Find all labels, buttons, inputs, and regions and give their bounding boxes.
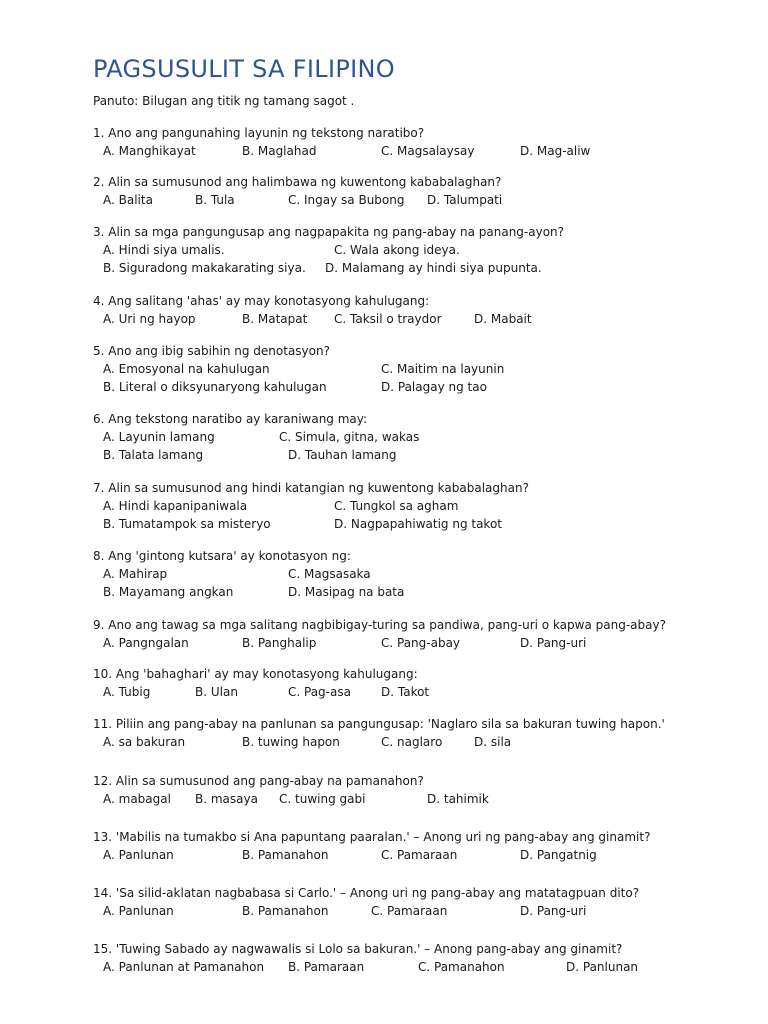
option-c: C. Pamaraan [381, 848, 458, 862]
option-c: C. naglaro [381, 735, 443, 749]
option-d: D. Tauhan lamang [288, 448, 397, 462]
option-d: D. Mag-aliw [520, 144, 591, 158]
question-11 [93, 715, 753, 751]
option-b: B. masaya [195, 792, 258, 806]
option-c: C. tuwing gabi [279, 792, 366, 806]
option-c: C. Pamanahon [418, 960, 505, 974]
option-c: C. Magsalaysay [381, 144, 475, 158]
option-a: A. Layunin lamang [103, 430, 215, 444]
option-a: A. Manghikayat [103, 144, 196, 158]
option-b: B. Talata lamang [103, 448, 204, 462]
option-c: C. Pang-abay [381, 636, 461, 650]
question-text: 2. Alin sa sumusunod ang halimbawa ng kuwentong kababalaghan? [93, 175, 502, 189]
option-d: D. Takot [381, 685, 430, 699]
option-d: D. Pang-uri [520, 636, 587, 650]
option-a: A. Pangngalan [103, 636, 189, 650]
option-b: B. Tula [195, 193, 235, 207]
question-text: 5. Ano ang ibig sabihin ng denotasyon? [93, 344, 330, 358]
question-text: 6. Ang tekstong naratibo ay karaniwang may: [93, 412, 368, 426]
option-b: B. Pamaraan [288, 960, 365, 974]
question-text: 8. Ang 'gintong kutsara' ay konotasyon ng: [93, 549, 351, 563]
options-row [93, 733, 753, 751]
options-row [93, 191, 753, 209]
option-b: B. Mayamang angkan [103, 585, 234, 599]
options-row [93, 958, 753, 976]
option-c: C. Simula, gitna, wakas [279, 430, 420, 444]
option-c: C. Wala akong ideya. [334, 243, 460, 257]
question-text: 14. 'Sa silid-aklatan nagbabasa si Carlo.' – Anong uri ng pang-abay ang matatagpuan dito? [93, 886, 640, 900]
options-row [93, 241, 753, 259]
question-8 [93, 547, 753, 601]
question-2 [93, 173, 753, 209]
option-c: C. Tungkol sa agham [334, 499, 459, 513]
option-a: A. Emosyonal na kahulugan [103, 362, 270, 376]
question-text: 12. Alin sa sumusunod ang pang-abay na pamanahon? [93, 774, 424, 788]
option-a: A. Tubig [103, 685, 151, 699]
option-d: D. tahimik [427, 792, 489, 806]
option-a: A. Uri ng hayop [103, 312, 196, 326]
question-9 [93, 616, 753, 652]
options-row [93, 142, 753, 160]
options-row [93, 310, 753, 328]
question-text: 7. Alin sa sumusunod ang hindi katangian ng kuwentong kababalaghan? [93, 481, 529, 495]
question-1 [93, 124, 753, 160]
question-4 [93, 292, 753, 328]
options-row [93, 583, 753, 601]
options-row [93, 683, 753, 701]
option-d: D. sila [474, 735, 512, 749]
question-10 [93, 665, 753, 701]
option-c: C. Taksil o traydor [334, 312, 442, 326]
question-text: 3. Alin sa mga pangungusap ang nagpapakita ng pang-abay na panang-ayon? [93, 225, 565, 239]
options-row [93, 790, 753, 808]
option-c: C. Pamaraan [371, 904, 448, 918]
option-b: B. Panghalip [242, 636, 317, 650]
option-b: B. Pamanahon [242, 904, 329, 918]
option-c: C. Ingay sa Bubong [288, 193, 405, 207]
option-b: B. Ulan [195, 685, 238, 699]
option-d: D. Masipag na bata [288, 585, 405, 599]
options-row [93, 259, 753, 277]
option-d: D. Pangatnig [520, 848, 597, 862]
option-b: B. Tumatampok sa misteryo [103, 517, 271, 531]
option-c: C. Magsasaka [288, 567, 371, 581]
option-b: B. Literal o diksyunaryong kahulugan [103, 380, 327, 394]
options-row [93, 360, 753, 378]
question-text: 13. 'Mabilis na tumakbo si Ana papuntang paaralan.' – Anong uri ng pang-abay ang ginamit? [93, 830, 651, 844]
options-row [93, 902, 753, 920]
question-14 [93, 884, 753, 920]
question-7 [93, 479, 753, 533]
question-text: 11. Piliin ang pang-abay na panlunan sa pangungusap: 'Naglaro sila sa bakuran tuwing hapon.' [93, 717, 665, 731]
question-text: 1. Ano ang pangunahing layunin ng tekstong naratibo? [93, 126, 425, 140]
option-d: D. Malamang ay hindi siya pupunta. [325, 261, 542, 275]
options-row [93, 846, 753, 864]
question-text: 4. Ang salitang 'ahas' ay may konotasyong kahulugang: [93, 294, 430, 308]
options-row [93, 634, 753, 652]
question-13 [93, 828, 753, 864]
options-row [93, 565, 753, 583]
options-row [93, 515, 753, 533]
option-a: A. Panlunan [103, 904, 174, 918]
option-d: D. Palagay ng tao [381, 380, 487, 394]
question-6 [93, 410, 753, 464]
option-c: C. Pag-asa [288, 685, 351, 699]
option-b: B. tuwing hapon [242, 735, 340, 749]
options-row [93, 428, 753, 446]
question-text: 9. Ano ang tawag sa mga salitang nagbibigay-turing sa pandiwa, pang-uri o kapwa pang-abay? [93, 618, 666, 632]
question-12 [93, 772, 753, 808]
question-5 [93, 342, 753, 396]
option-a: A. mabagal [103, 792, 171, 806]
option-d: D. Nagpapahiwatig ng takot [334, 517, 502, 531]
question-text: 15. 'Tuwing Sabado ay nagwawalis si Lolo sa bakuran.' – Anong pang-abay ang ginamit? [93, 942, 623, 956]
option-a: A. Hindi kapanipaniwala [103, 499, 248, 513]
question-text: 10. Ang 'bahaghari' ay may konotasyong kahulugang: [93, 667, 418, 681]
option-b: B. Matapat [242, 312, 308, 326]
options-row [93, 446, 753, 464]
option-b: B. Maglahad [242, 144, 317, 158]
option-a: A. Panlunan at Pamanahon [103, 960, 265, 974]
page-title: PAGSUSULIT SA FILIPINO [93, 55, 395, 83]
option-d: D. Pang-uri [520, 904, 587, 918]
instruction-text: Panuto: Bilugan ang titik ng tamang sagot . [93, 94, 355, 108]
option-a: A. sa bakuran [103, 735, 186, 749]
option-d: D. Talumpati [427, 193, 503, 207]
option-a: A. Mahirap [103, 567, 168, 581]
question-3 [93, 223, 753, 277]
option-d: D. Mabait [474, 312, 532, 326]
option-d: D. Panlunan [566, 960, 639, 974]
option-b: B. Siguradong makakarating siya. [103, 261, 306, 275]
options-row [93, 378, 753, 396]
option-a: A. Panlunan [103, 848, 174, 862]
option-a: A. Hindi siya umalis. [103, 243, 225, 257]
option-a: A. Balita [103, 193, 153, 207]
question-15 [93, 940, 753, 976]
option-c: C. Maitim na layunin [381, 362, 505, 376]
options-row [93, 497, 753, 515]
option-b: B. Pamanahon [242, 848, 329, 862]
